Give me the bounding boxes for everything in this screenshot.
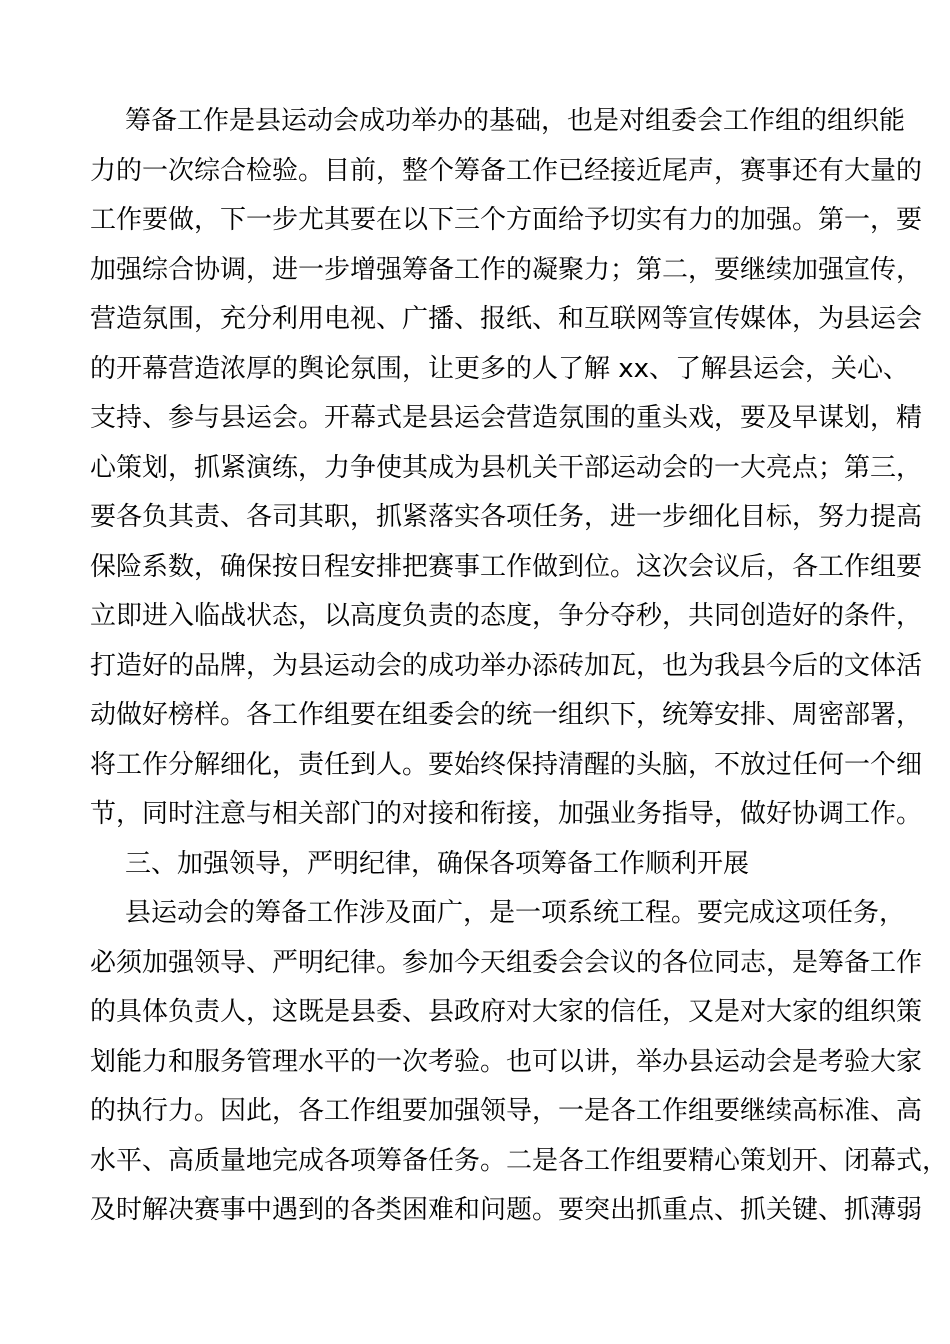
paragraph-line: 动做好榜样。各工作组要在组委会的统一组织下，统筹安排、周密部署， xyxy=(90,700,923,730)
paragraph-line: 力的一次综合检验。目前，整个筹备工作已经接近尾声，赛事还有大量的 xyxy=(90,155,923,186)
document-body xyxy=(90,97,949,1236)
section-heading: 三、加强领导，严明纪律，确保各项筹备工作顺利开展 xyxy=(125,848,750,879)
paragraph-line: 筹备工作是县运动会成功举办的基础，也是对组委会工作组的组织能 xyxy=(125,106,906,136)
paragraph-line: 立即进入临战状态，以高度负责的态度，争分夺秒，共同创造好的条件， xyxy=(90,601,923,631)
paragraph-line: 县运动会的筹备工作涉及面广，是一项系统工程。要完成这项任务， xyxy=(125,898,906,928)
paragraph-line: 的具体负责人，这既是县委、县政府对大家的信任，又是对大家的组织策 xyxy=(90,997,923,1027)
paragraph-line: 水平、高质量地完成各项筹备任务。二是各工作组要精心策划开、闭幕式， xyxy=(90,1145,949,1176)
paragraph-line: 工作要做，下一步尤其要在以下三个方面给予切实有力的加强。第一，要 xyxy=(90,205,923,235)
paragraph-line: 打造好的品牌，为县运动会的成功举办添砖加瓦，也为我县今后的文体活 xyxy=(90,650,923,681)
paragraph-line: 营造氛围，充分利用电视、广播、报纸、和互联网等宣传媒体，为县运会 xyxy=(90,304,923,334)
paragraph-line: 划能力和服务管理水平的一次考验。也可以讲，举办县运动会是考验大家 xyxy=(90,1046,923,1077)
paragraph-line: 加强综合协调，进一步增强筹备工作的凝聚力；第二，要继续加强宣传， xyxy=(90,254,923,285)
paragraph-line: 将工作分解细化，责任到人。要始终保持清醒的头脑，不放过任何一个细 xyxy=(90,749,923,780)
paragraph-line: 的执行力。因此，各工作组要加强领导，一是各工作组要继续高标准、高 xyxy=(90,1096,923,1126)
paragraph-line: 保险系数，确保按日程安排把赛事工作做到位。这次会议后，各工作组要 xyxy=(90,551,923,582)
paragraph-line: 必须加强领导、严明纪律。参加今天组委会会议的各位同志，是筹备工作 xyxy=(90,947,923,978)
paragraph-line: 要各负其责、各司其职，抓紧落实各项任务，进一步细化目标，努力提高 xyxy=(90,502,923,532)
paragraph-line: 节，同时注意与相关部门的对接和衔接，加强业务指导，做好协调工作。 xyxy=(90,799,923,829)
paragraph-line: 支持、参与县运会。开幕式是县运会营造氛围的重头戏，要及早谋划，精 xyxy=(90,403,923,433)
paragraph-line: 心策划，抓紧演练，力争使其成为县机关干部运动会的一大亮点；第三， xyxy=(90,452,923,483)
paragraph-line: 及时解决赛事中遇到的各类困难和问题。要突出抓重点、抓关键、抓薄弱 xyxy=(90,1195,923,1225)
paragraph-line: 的开幕营造浓厚的舆论氛围，让更多的人了解 xx、了解县运会，关心、 xyxy=(90,353,910,384)
